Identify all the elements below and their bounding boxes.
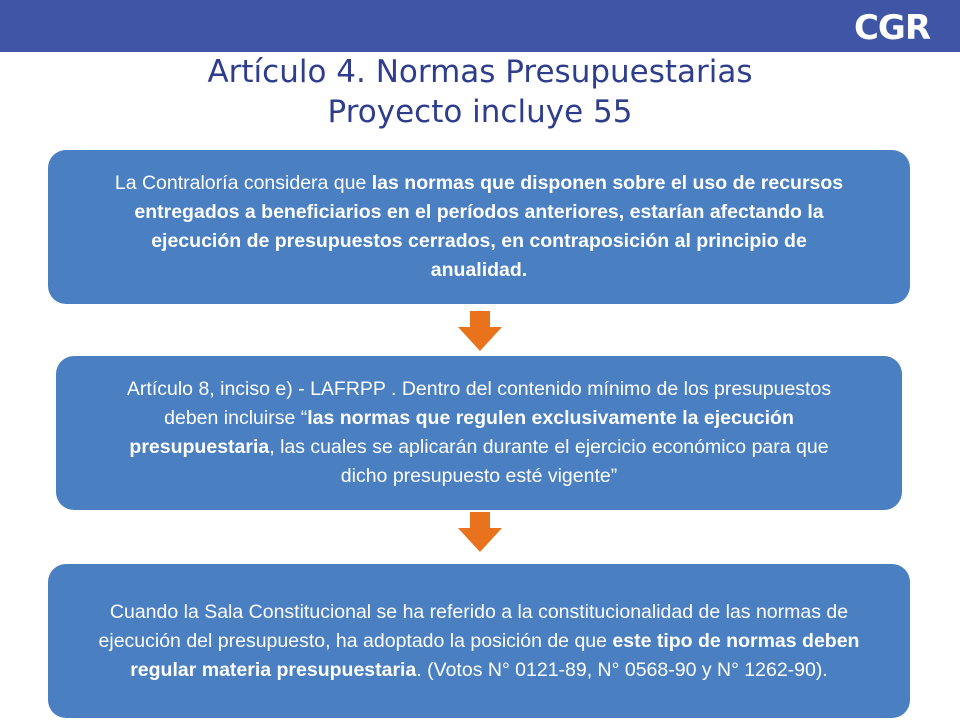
- box-1-text: La Contraloría considera que: [114, 172, 372, 194]
- header-bar: [0, 0, 960, 52]
- title-line-2: Proyecto incluye 55: [327, 94, 633, 130]
- box-3-text-a: Cuando la Sala Constitucional se ha referido a la constitucionalidad de las normas de ejecución del presupuesto, ha adoptado la posición de que: [98, 600, 849, 652]
- cgr-logo: CGR: [853, 8, 930, 48]
- box-2-text-a: Artículo 8, inciso e) - LAFRPP . Dentro del contenido mínimo de los presupuestos deben incluirse “: [126, 378, 832, 429]
- down-arrow-icon: [458, 311, 502, 351]
- title-line-1: Artículo 4. Normas Presupuestarias: [207, 54, 753, 90]
- box-sala-constitucional: [48, 564, 910, 718]
- box-articulo-8: [56, 356, 902, 510]
- down-arrow-icon: [458, 512, 502, 552]
- box-3-text-b: . (Votos N° 0121-89, N° 0568-90 y N° 1262-90).: [416, 658, 828, 681]
- box-1-bold: las normas que disponen sobre el uso de recursos entregados a beneficiarios en el períodos anteriores, estarían afectando la ejecución de presupuestos cerrados, en contraposición al principio de anualidad.: [134, 172, 844, 281]
- box-2-bold: las normas que regulen exclusivamente la ejecución presupuestaria: [129, 407, 794, 458]
- box-contraloria: [48, 150, 910, 304]
- box-3-bold: este tipo de normas deben regular materia presupuestaria: [130, 629, 860, 681]
- box-2-text-b: , las cuales se aplicarán durante el ejercicio económico para que dicho presupuesto esté vigente”: [269, 436, 829, 487]
- slide-title: [0, 52, 960, 132]
